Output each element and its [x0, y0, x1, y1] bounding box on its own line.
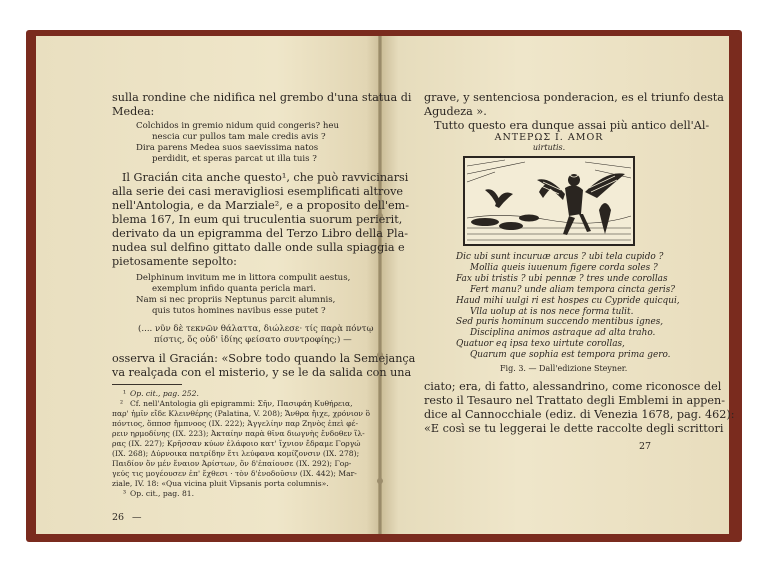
footnote-mark: ²	[120, 399, 124, 408]
footnote: παρ' ἡμῖν εἴδε Κλεινθέρης (Palatina, V. 208); Ἄνθρα ἤιχε, χρόνιον ὃ	[112, 409, 371, 418]
poem-line: Vlla uolup at is nos nece forma tulit.	[470, 306, 634, 317]
poem-line: Dic ubi sunt incuruæ arcus ? ubi tela cupido ?	[456, 252, 664, 262]
text-line: osserva il Gracián: «Sobre todo quando la Semejança	[112, 352, 416, 365]
latin-verse: Delphinum invitum me in littora compulit aestus,	[136, 273, 351, 283]
page-number: 27	[639, 441, 652, 452]
greek-verse: (.... νῦν δὲ τεκνῶν θάλαττα, διώλεσε· τίς παρὰ πόντῳ	[138, 324, 374, 334]
latin-verse: nescia cur pullos tam male credis avis ?	[152, 132, 326, 142]
latin-verse: Nam si nec propriis Neptunus parcit alumnis,	[136, 295, 336, 305]
text-line: Il Gracián cita anche questo¹, che può ravvicinarsi	[122, 171, 409, 184]
poem-line: Quatuor eq ipsa texo uirtute corollas,	[456, 339, 625, 350]
text-line: pietosamente sepolto:	[112, 255, 237, 268]
signature-mark: —	[132, 512, 142, 523]
footnote: (IX. 268); Δύρνοικα πατρίδην ἔτι λεύφανα κομίζονσιν (IX. 278);	[112, 449, 360, 458]
footnote-rule	[112, 384, 182, 385]
poem-line: Fert manu? unde aliam tempora cincta geris?	[470, 284, 676, 295]
text-line: ciato; era, di fatto, alessandrino, come riconosce del	[424, 380, 722, 393]
cupid-woodcut-illustration	[465, 158, 633, 244]
text-line: derivato da un epigramma del Terzo Libro della Pla-	[112, 227, 409, 240]
text-line: dice al Cannocchiale (ediz. di Venezia 1678, pag. 462):	[424, 408, 735, 421]
footnote: πόντιος, ὅπποσ ἤμπνοος (IX. 222); Ἀγγελίην παρ Ζηνὸς ἐπεὶ φέ-	[112, 419, 359, 428]
latin-verse: quis tutos homines navibus esse putet ?	[152, 306, 326, 316]
footnote: Op. cit., pag. 252.	[130, 389, 199, 398]
latin-verse: perdidit, et speras parcat ut illa tuis ?	[152, 154, 317, 164]
poem-line: Disciplina animos astraque ad alta traho.	[470, 328, 656, 339]
footnote: Op. cit., pag. 81.	[130, 489, 195, 498]
text-line: Medea:	[112, 105, 155, 118]
emblem-subtitle: uirtutis.	[532, 143, 566, 152]
figure-caption: Fig. 3. — Dall'edizione Steyner.	[500, 364, 628, 373]
poem-line: Quarum que sophia est tempora prima gero.	[470, 350, 671, 361]
footnote-mark: ³	[123, 489, 127, 498]
page-number: 26	[112, 512, 125, 523]
binding-stitch	[377, 478, 383, 484]
text-line: Tutto questo era dunque assai più antico dell'Al-	[434, 119, 710, 132]
text-line: «E così se tu leggerai le dette raccolte degli scrittori	[424, 422, 724, 435]
footnote-mark: ¹	[123, 389, 127, 398]
text-line: alla serie dei casi meravigliosi esemplificati altrove	[112, 185, 404, 198]
poem-line: Mollia queis iuuenum figere corda soles ?	[470, 262, 658, 273]
footnote: ρας (IX. 227); Κρῆσσαν κύων ἐλάφοιο κατ' ἴχνιον ἔδραμε Γοργώ	[112, 439, 361, 448]
emblem-title: ΑΝΤΕΡΩΣ Ι. AMOR	[494, 132, 604, 143]
poem-line: Sed puris hominum succendo mentibus ignes,	[456, 317, 664, 328]
text-line: grave, y sentenciosa ponderacion, es el triunfo desta	[424, 91, 724, 104]
footnote: ρειν ηρμοδίνης (IX. 223); Ἀκταίην παρὰ θῖνα διωγνὴς ἔνδοθεν ἵλ-	[112, 429, 365, 438]
text-line: va realçada con el misterio, y se le da salida con una	[112, 366, 412, 379]
text-line: nell'Antologia, e da Marziale², e a proposito dell'em-	[112, 199, 410, 212]
text-line: blema 167, In eum qui truculentia suorum perierit,	[112, 213, 403, 226]
text-line: resto il Tesauro nel Trattato degli Emblemi in appen-	[424, 394, 726, 407]
footnote: Παιδίον ὅν μέν ἔναιον Ἀρίστων, ὅν δ'ἐπαίουσε (IX. 292); Γορ-	[112, 459, 352, 468]
latin-verse: Colchidos in gremio nidum quid congeris? heu	[136, 121, 340, 131]
latin-verse: exemplum infido quanta pericla mari.	[152, 284, 316, 294]
footnote: ziale, IV. 18: «Qua vicina pluit Vipsanis porta columnis».	[112, 479, 329, 488]
emblem-woodcut-image	[463, 156, 635, 246]
poem-line: Fax ubi tristis ? ubi pennæ ? tres unde corollas	[456, 273, 668, 284]
footnote: γεύς τις μογέουσεν ἐπ' ἔχθεσι · τὸν δ'ἐνοδοῦσιν (IX. 442); Mar-	[112, 469, 357, 478]
poem-line: Haud mihi uulgi ri est hospes cu Cypride quicqui,	[456, 295, 680, 306]
text-line: nudea sul delfino gittato dalle onde sulla spiaggia e	[112, 241, 405, 254]
greek-verse: πίστις, ὅς οὐδ' ἰδίης φείσατο συντροφίης;) —	[154, 335, 352, 345]
book-gutter	[378, 36, 382, 534]
footnote: Cf. nell'Antologia gli epigrammi: Σῆν, Πασιφάη Κυθήρεια,	[130, 399, 353, 408]
latin-verse: Dira parens Medea suos saevissima natos	[136, 143, 319, 153]
emblem-poem	[456, 252, 680, 361]
text-line: sulla rondine che nidifica nel grembo d'una statua di	[112, 91, 412, 104]
text-line: Agudeza ».	[424, 105, 487, 118]
